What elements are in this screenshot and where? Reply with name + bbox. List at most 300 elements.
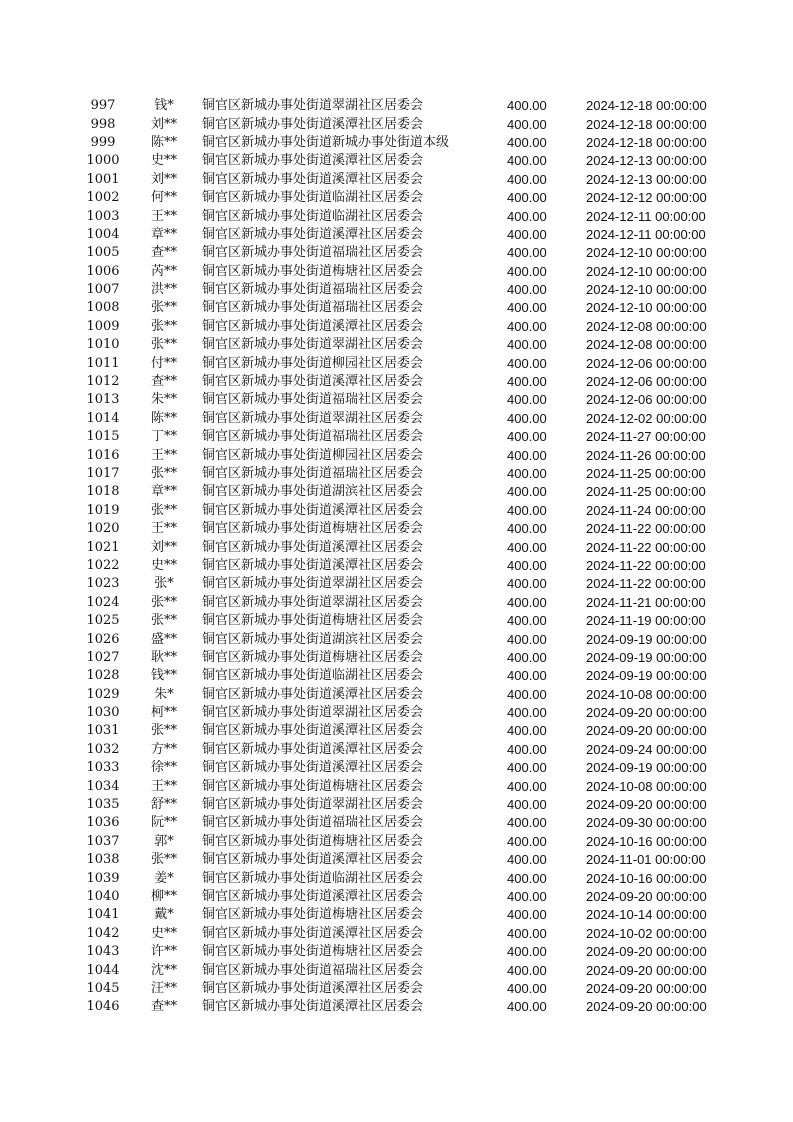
name-cell: 汪** xyxy=(150,980,177,996)
row-number-cell: 1002 xyxy=(86,190,120,206)
date-cell: 2024-09-20 00:00:00 xyxy=(586,999,707,1015)
row-number-cell: 1034 xyxy=(86,778,120,794)
address-cell: 铜官区新城办事处街道福瑞社区居委会 xyxy=(202,466,424,481)
amount-cell: 400.00 xyxy=(507,852,547,868)
row-number-cell: 1021 xyxy=(86,539,120,555)
address-cell: 铜官区新城办事处街道溪潭社区居委会 xyxy=(202,318,424,334)
address-cell: 铜官区新城办事处街道溪潭社区居委会 xyxy=(202,852,424,868)
amount-cell: 400.00 xyxy=(507,392,547,408)
date-cell: 2024-11-19 00:00:00 xyxy=(586,613,706,629)
address-cell: 铜官区新城办事处街道福瑞社区居委会 xyxy=(202,392,424,408)
name-cell: 张** xyxy=(150,723,177,739)
address-cell: 铜官区新城办事处街道新城办事处街道本级 xyxy=(202,134,450,150)
amount-cell: 400.00 xyxy=(507,980,547,996)
row-number-cell: 1000 xyxy=(86,153,120,169)
table-row xyxy=(80,446,716,464)
table-row xyxy=(80,943,716,961)
row-number-cell: 1017 xyxy=(86,466,120,481)
name-cell: 丁** xyxy=(150,429,177,445)
table-row xyxy=(80,299,716,317)
amount-cell: 400.00 xyxy=(507,778,547,794)
amount-cell: 400.00 xyxy=(507,888,547,904)
date-cell: 2024-12-08 00:00:00 xyxy=(586,337,707,353)
name-cell: 张** xyxy=(150,502,177,518)
row-number-cell: 1007 xyxy=(86,282,120,298)
amount-cell: 400.00 xyxy=(507,521,547,537)
name-cell: 沈** xyxy=(150,962,177,978)
name-cell: 张** xyxy=(150,318,177,334)
row-number-cell: 1037 xyxy=(86,833,120,849)
name-cell: 查** xyxy=(150,245,177,261)
table-row xyxy=(80,869,716,887)
amount-cell: 400.00 xyxy=(507,741,547,757)
address-cell: 铜官区新城办事处街道溪潭社区居委会 xyxy=(202,374,424,390)
address-cell: 铜官区新城办事处街道溪潭社区居委会 xyxy=(202,539,424,555)
name-cell: 史** xyxy=(150,557,177,573)
table-row xyxy=(80,925,716,943)
table-row xyxy=(80,704,716,722)
date-cell: 2024-10-16 00:00:00 xyxy=(586,833,707,849)
row-number-cell: 1023 xyxy=(86,576,120,592)
date-cell: 2024-11-22 00:00:00 xyxy=(586,521,706,537)
address-cell: 铜官区新城办事处街道梅塘社区居委会 xyxy=(202,263,424,279)
row-number-cell: 997 xyxy=(90,98,116,114)
date-cell: 2024-09-20 00:00:00 xyxy=(586,723,707,739)
date-cell: 2024-12-06 00:00:00 xyxy=(586,374,707,390)
date-cell: 2024-10-08 00:00:00 xyxy=(586,686,707,702)
date-cell: 2024-09-20 00:00:00 xyxy=(586,705,707,721)
table-row xyxy=(80,171,716,189)
amount-cell: 400.00 xyxy=(507,576,547,592)
row-number-cell: 1006 xyxy=(86,263,120,279)
amount-cell: 400.00 xyxy=(507,318,547,334)
date-cell: 2024-12-10 00:00:00 xyxy=(586,300,707,316)
address-cell: 铜官区新城办事处街道临湖社区居委会 xyxy=(202,208,424,224)
table-row xyxy=(80,97,716,115)
row-number-cell: 1019 xyxy=(86,502,120,518)
address-cell: 铜官区新城办事处街道梅塘社区居委会 xyxy=(202,944,424,960)
amount-cell: 400.00 xyxy=(507,226,547,242)
address-cell: 铜官区新城办事处街道溪潭社区居委会 xyxy=(202,980,424,996)
date-cell: 2024-12-06 00:00:00 xyxy=(586,392,707,408)
amount-cell: 400.00 xyxy=(507,263,547,279)
table-row xyxy=(80,373,716,391)
amount-cell: 400.00 xyxy=(507,374,547,390)
table-row xyxy=(80,115,716,133)
address-cell: 铜官区新城办事处街道福瑞社区居委会 xyxy=(202,245,424,261)
name-cell: 王** xyxy=(150,447,177,463)
records-table-body xyxy=(80,97,716,1017)
table-row xyxy=(80,134,716,152)
name-cell: 钱** xyxy=(150,668,177,684)
name-cell: 阮** xyxy=(150,815,177,831)
amount-cell: 400.00 xyxy=(507,98,547,114)
amount-cell: 400.00 xyxy=(507,116,547,132)
name-cell: 方** xyxy=(150,741,177,757)
table-row xyxy=(80,649,716,667)
address-cell: 铜官区新城办事处街道福瑞社区居委会 xyxy=(202,300,424,316)
address-cell: 铜官区新城办事处街道溪潭社区居委会 xyxy=(202,741,424,757)
table-row xyxy=(80,502,716,520)
name-cell: 章** xyxy=(150,484,177,500)
address-cell: 铜官区新城办事处街道翠湖社区居委会 xyxy=(202,410,424,426)
address-cell: 铜官区新城办事处街道梅塘社区居委会 xyxy=(202,521,424,537)
name-cell: 朱* xyxy=(154,686,174,702)
address-cell: 铜官区新城办事处街道翠湖社区居委会 xyxy=(202,705,424,721)
name-cell: 史** xyxy=(150,153,177,169)
table-row xyxy=(80,336,716,354)
amount-cell: 400.00 xyxy=(507,190,547,206)
table-row xyxy=(80,759,716,777)
date-cell: 2024-11-25 00:00:00 xyxy=(586,466,706,481)
row-number-cell: 1042 xyxy=(86,925,120,941)
amount-cell: 400.00 xyxy=(507,705,547,721)
date-cell: 2024-12-18 00:00:00 xyxy=(586,116,707,132)
table-row xyxy=(80,244,716,262)
amount-cell: 400.00 xyxy=(507,686,547,702)
amount-cell: 400.00 xyxy=(507,447,547,463)
row-number-cell: 1039 xyxy=(86,870,120,886)
amount-cell: 400.00 xyxy=(507,245,547,261)
date-cell: 2024-10-02 00:00:00 xyxy=(586,925,707,941)
amount-cell: 400.00 xyxy=(507,539,547,555)
name-cell: 许** xyxy=(150,944,177,960)
address-cell: 铜官区新城办事处街道溪潭社区居委会 xyxy=(202,723,424,739)
date-cell: 2024-12-10 00:00:00 xyxy=(586,245,707,261)
amount-cell: 400.00 xyxy=(507,134,547,150)
date-cell: 2024-12-11 00:00:00 xyxy=(586,226,706,242)
amount-cell: 400.00 xyxy=(507,153,547,169)
address-cell: 铜官区新城办事处街道翠湖社区居委会 xyxy=(202,576,424,592)
table-row xyxy=(80,630,716,648)
table-row xyxy=(80,980,716,998)
amount-cell: 400.00 xyxy=(507,171,547,187)
amount-cell: 400.00 xyxy=(507,613,547,629)
amount-cell: 400.00 xyxy=(507,815,547,831)
amount-cell: 400.00 xyxy=(507,631,547,647)
address-cell: 铜官区新城办事处街道溪潭社区居委会 xyxy=(202,226,424,242)
amount-cell: 400.00 xyxy=(507,668,547,684)
table-row xyxy=(80,281,716,299)
row-number-cell: 1035 xyxy=(86,797,120,813)
table-row xyxy=(80,354,716,372)
row-number-cell: 1027 xyxy=(86,649,120,665)
name-cell: 张** xyxy=(150,613,177,629)
date-cell: 2024-12-13 00:00:00 xyxy=(586,171,707,187)
name-cell: 王** xyxy=(150,778,177,794)
address-cell: 铜官区新城办事处街道柳园社区居委会 xyxy=(202,355,424,371)
table-row xyxy=(80,391,716,409)
row-number-cell: 1045 xyxy=(86,980,120,996)
address-cell: 铜官区新城办事处街道梅塘社区居委会 xyxy=(202,833,424,849)
table-row xyxy=(80,741,716,759)
address-cell: 铜官区新城办事处街道翠湖社区居委会 xyxy=(202,337,424,353)
row-number-cell: 1013 xyxy=(86,392,120,408)
row-number-cell: 1012 xyxy=(86,374,120,390)
date-cell: 2024-10-14 00:00:00 xyxy=(586,907,707,923)
date-cell: 2024-09-30 00:00:00 xyxy=(586,815,707,831)
row-number-cell: 1010 xyxy=(86,337,120,353)
table-row xyxy=(80,575,716,593)
name-cell: 史** xyxy=(150,925,177,941)
name-cell: 张** xyxy=(150,337,177,353)
row-number-cell: 999 xyxy=(90,134,116,150)
row-number-cell: 1041 xyxy=(86,907,120,923)
name-cell: 付** xyxy=(150,355,177,371)
table-row xyxy=(80,594,716,612)
address-cell: 铜官区新城办事处街道梅塘社区居委会 xyxy=(202,613,424,629)
amount-cell: 400.00 xyxy=(507,833,547,849)
name-cell: 戴* xyxy=(154,907,174,923)
name-cell: 钱* xyxy=(154,98,174,114)
address-cell: 铜官区新城办事处街道湖滨社区居委会 xyxy=(202,631,424,647)
address-cell: 铜官区新城办事处街道溪潭社区居委会 xyxy=(202,686,424,702)
address-cell: 铜官区新城办事处街道湖滨社区居委会 xyxy=(202,484,424,500)
name-cell: 张** xyxy=(150,466,177,481)
address-cell: 铜官区新城办事处街道翠湖社区居委会 xyxy=(202,797,424,813)
table-row xyxy=(80,152,716,170)
table-row xyxy=(80,998,716,1016)
date-cell: 2024-09-20 00:00:00 xyxy=(586,797,707,813)
date-cell: 2024-12-10 00:00:00 xyxy=(586,282,707,298)
name-cell: 张** xyxy=(150,852,177,868)
name-cell: 盛** xyxy=(150,631,177,647)
row-number-cell: 1018 xyxy=(86,484,120,500)
amount-cell: 400.00 xyxy=(507,797,547,813)
row-number-cell: 1015 xyxy=(86,429,120,445)
name-cell: 张** xyxy=(150,594,177,610)
address-cell: 铜官区新城办事处街道翠湖社区居委会 xyxy=(202,98,424,114)
amount-cell: 400.00 xyxy=(507,410,547,426)
name-cell: 查** xyxy=(150,374,177,390)
name-cell: 芮** xyxy=(150,263,177,279)
address-cell: 铜官区新城办事处街道梅塘社区居委会 xyxy=(202,649,424,665)
name-cell: 耿** xyxy=(150,649,177,665)
name-cell: 刘** xyxy=(150,171,177,187)
row-number-cell: 1005 xyxy=(86,245,120,261)
amount-cell: 400.00 xyxy=(507,300,547,316)
name-cell: 章** xyxy=(150,226,177,242)
amount-cell: 400.00 xyxy=(507,502,547,518)
address-cell: 铜官区新城办事处街道溪潭社区居委会 xyxy=(202,557,424,573)
address-cell: 铜官区新城办事处街道临湖社区居委会 xyxy=(202,668,424,684)
name-cell: 查** xyxy=(150,999,177,1015)
date-cell: 2024-10-16 00:00:00 xyxy=(586,870,707,886)
row-number-cell: 1004 xyxy=(86,226,120,242)
amount-cell: 400.00 xyxy=(507,208,547,224)
date-cell: 2024-11-26 00:00:00 xyxy=(586,447,706,463)
name-cell: 王** xyxy=(150,208,177,224)
table-row xyxy=(80,796,716,814)
address-cell: 铜官区新城办事处街道溪潭社区居委会 xyxy=(202,171,424,187)
row-number-cell: 1033 xyxy=(86,760,120,776)
amount-cell: 400.00 xyxy=(507,870,547,886)
date-cell: 2024-12-13 00:00:00 xyxy=(586,153,707,169)
row-number-cell: 1040 xyxy=(86,888,120,904)
date-cell: 2024-09-19 00:00:00 xyxy=(586,668,707,684)
table-row xyxy=(80,538,716,556)
name-cell: 柳** xyxy=(150,888,177,904)
amount-cell: 400.00 xyxy=(507,649,547,665)
date-cell: 2024-11-27 00:00:00 xyxy=(586,429,706,445)
date-cell: 2024-11-01 00:00:00 xyxy=(586,852,706,868)
address-cell: 铜官区新城办事处街道溪潭社区居委会 xyxy=(202,888,424,904)
date-cell: 2024-09-20 00:00:00 xyxy=(586,980,707,996)
date-cell: 2024-12-12 00:00:00 xyxy=(586,190,707,206)
table-row xyxy=(80,686,716,704)
date-cell: 2024-09-19 00:00:00 xyxy=(586,631,707,647)
name-cell: 朱** xyxy=(150,392,177,408)
amount-cell: 400.00 xyxy=(507,429,547,445)
table-row xyxy=(80,318,716,336)
name-cell: 舒** xyxy=(150,797,177,813)
name-cell: 洪** xyxy=(150,282,177,298)
date-cell: 2024-12-18 00:00:00 xyxy=(586,134,707,150)
date-cell: 2024-12-02 00:00:00 xyxy=(586,410,707,426)
table-row xyxy=(80,207,716,225)
table-row xyxy=(80,888,716,906)
row-number-cell: 1044 xyxy=(86,962,120,978)
date-cell: 2024-09-19 00:00:00 xyxy=(586,649,707,665)
address-cell: 铜官区新城办事处街道梅塘社区居委会 xyxy=(202,907,424,923)
date-cell: 2024-11-22 00:00:00 xyxy=(586,576,706,592)
table-row xyxy=(80,520,716,538)
date-cell: 2024-11-22 00:00:00 xyxy=(586,539,706,555)
row-number-cell: 1020 xyxy=(86,521,120,537)
row-number-cell: 1014 xyxy=(86,410,120,426)
amount-cell: 400.00 xyxy=(507,484,547,500)
table-row xyxy=(80,961,716,979)
address-cell: 铜官区新城办事处街道临湖社区居委会 xyxy=(202,190,424,206)
address-cell: 铜官区新城办事处街道梅塘社区居委会 xyxy=(202,778,424,794)
date-cell: 2024-12-08 00:00:00 xyxy=(586,318,707,334)
amount-cell: 400.00 xyxy=(507,337,547,353)
date-cell: 2024-09-24 00:00:00 xyxy=(586,741,707,757)
name-cell: 徐** xyxy=(150,760,177,776)
name-cell: 刘** xyxy=(150,116,177,132)
address-cell: 铜官区新城办事处街道福瑞社区居委会 xyxy=(202,282,424,298)
address-cell: 铜官区新城办事处街道溪潭社区居委会 xyxy=(202,999,424,1015)
address-cell: 铜官区新城办事处街道福瑞社区居委会 xyxy=(202,962,424,978)
row-number-cell: 1008 xyxy=(86,300,120,316)
name-cell: 陈** xyxy=(150,134,177,150)
table-row xyxy=(80,777,716,795)
row-number-cell: 1016 xyxy=(86,447,120,463)
amount-cell: 400.00 xyxy=(507,999,547,1015)
address-cell: 铜官区新城办事处街道溪潭社区居委会 xyxy=(202,116,424,132)
row-number-cell: 1031 xyxy=(86,723,120,739)
amount-cell: 400.00 xyxy=(507,907,547,923)
row-number-cell: 1029 xyxy=(86,686,120,702)
table-row xyxy=(80,263,716,281)
date-cell: 2024-12-10 00:00:00 xyxy=(586,263,707,279)
amount-cell: 400.00 xyxy=(507,466,547,481)
address-cell: 铜官区新城办事处街道溪潭社区居委会 xyxy=(202,502,424,518)
table-row xyxy=(80,906,716,924)
address-cell: 铜官区新城办事处街道溪潭社区居委会 xyxy=(202,760,424,776)
amount-cell: 400.00 xyxy=(507,355,547,371)
amount-cell: 400.00 xyxy=(507,557,547,573)
row-number-cell: 1011 xyxy=(86,355,120,371)
name-cell: 陈** xyxy=(150,410,177,426)
amount-cell: 400.00 xyxy=(507,962,547,978)
date-cell: 2024-11-21 00:00:00 xyxy=(586,594,706,610)
table-row xyxy=(80,667,716,685)
row-number-cell: 1036 xyxy=(86,815,120,831)
date-cell: 2024-11-25 00:00:00 xyxy=(586,484,706,500)
name-cell: 张* xyxy=(154,576,174,592)
amount-cell: 400.00 xyxy=(507,944,547,960)
amount-cell: 400.00 xyxy=(507,594,547,610)
amount-cell: 400.00 xyxy=(507,760,547,776)
amount-cell: 400.00 xyxy=(507,925,547,941)
row-number-cell: 1025 xyxy=(86,613,120,629)
table-row xyxy=(80,410,716,428)
date-cell: 2024-09-20 00:00:00 xyxy=(586,962,707,978)
table-row xyxy=(80,189,716,207)
row-number-cell: 1032 xyxy=(86,741,120,757)
row-number-cell: 1003 xyxy=(86,208,120,224)
date-cell: 2024-09-19 00:00:00 xyxy=(586,760,707,776)
row-number-cell: 1038 xyxy=(86,852,120,868)
row-number-cell: 1028 xyxy=(86,668,120,684)
address-cell: 铜官区新城办事处街道翠湖社区居委会 xyxy=(202,594,424,610)
address-cell: 铜官区新城办事处街道柳园社区居委会 xyxy=(202,447,424,463)
date-cell: 2024-12-11 00:00:00 xyxy=(586,208,706,224)
name-cell: 刘** xyxy=(150,539,177,555)
table-row xyxy=(80,226,716,244)
row-number-cell: 1030 xyxy=(86,705,120,721)
table-row xyxy=(80,557,716,575)
table-row xyxy=(80,465,716,483)
date-cell: 2024-12-06 00:00:00 xyxy=(586,355,707,371)
table-row xyxy=(80,851,716,869)
row-number-cell: 1009 xyxy=(86,318,120,334)
row-number-cell: 1001 xyxy=(86,171,120,187)
name-cell: 姜* xyxy=(154,870,174,886)
name-cell: 郭* xyxy=(154,833,174,849)
address-cell: 铜官区新城办事处街道福瑞社区居委会 xyxy=(202,815,424,831)
date-cell: 2024-12-18 00:00:00 xyxy=(586,98,707,114)
row-number-cell: 1024 xyxy=(86,594,120,610)
date-cell: 2024-11-24 00:00:00 xyxy=(586,502,706,518)
date-cell: 2024-11-22 00:00:00 xyxy=(586,557,706,573)
address-cell: 铜官区新城办事处街道临湖社区居委会 xyxy=(202,870,424,886)
address-cell: 铜官区新城办事处街道溪潭社区居委会 xyxy=(202,153,424,169)
records-table xyxy=(80,97,716,1017)
table-row xyxy=(80,428,716,446)
row-number-cell: 998 xyxy=(90,116,116,132)
amount-cell: 400.00 xyxy=(507,723,547,739)
address-cell: 铜官区新城办事处街道福瑞社区居委会 xyxy=(202,429,424,445)
address-cell: 铜官区新城办事处街道溪潭社区居委会 xyxy=(202,925,424,941)
date-cell: 2024-10-08 00:00:00 xyxy=(586,778,707,794)
row-number-cell: 1022 xyxy=(86,557,120,573)
table-row xyxy=(80,722,716,740)
table-row xyxy=(80,833,716,851)
name-cell: 张** xyxy=(150,300,177,316)
date-cell: 2024-09-20 00:00:00 xyxy=(586,888,707,904)
table-row xyxy=(80,483,716,501)
table-row xyxy=(80,612,716,630)
amount-cell: 400.00 xyxy=(507,282,547,298)
row-number-cell: 1043 xyxy=(86,944,120,960)
table-row xyxy=(80,814,716,832)
name-cell: 王** xyxy=(150,521,177,537)
row-number-cell: 1046 xyxy=(86,999,120,1015)
date-cell: 2024-09-20 00:00:00 xyxy=(586,944,707,960)
row-number-cell: 1026 xyxy=(86,631,120,647)
